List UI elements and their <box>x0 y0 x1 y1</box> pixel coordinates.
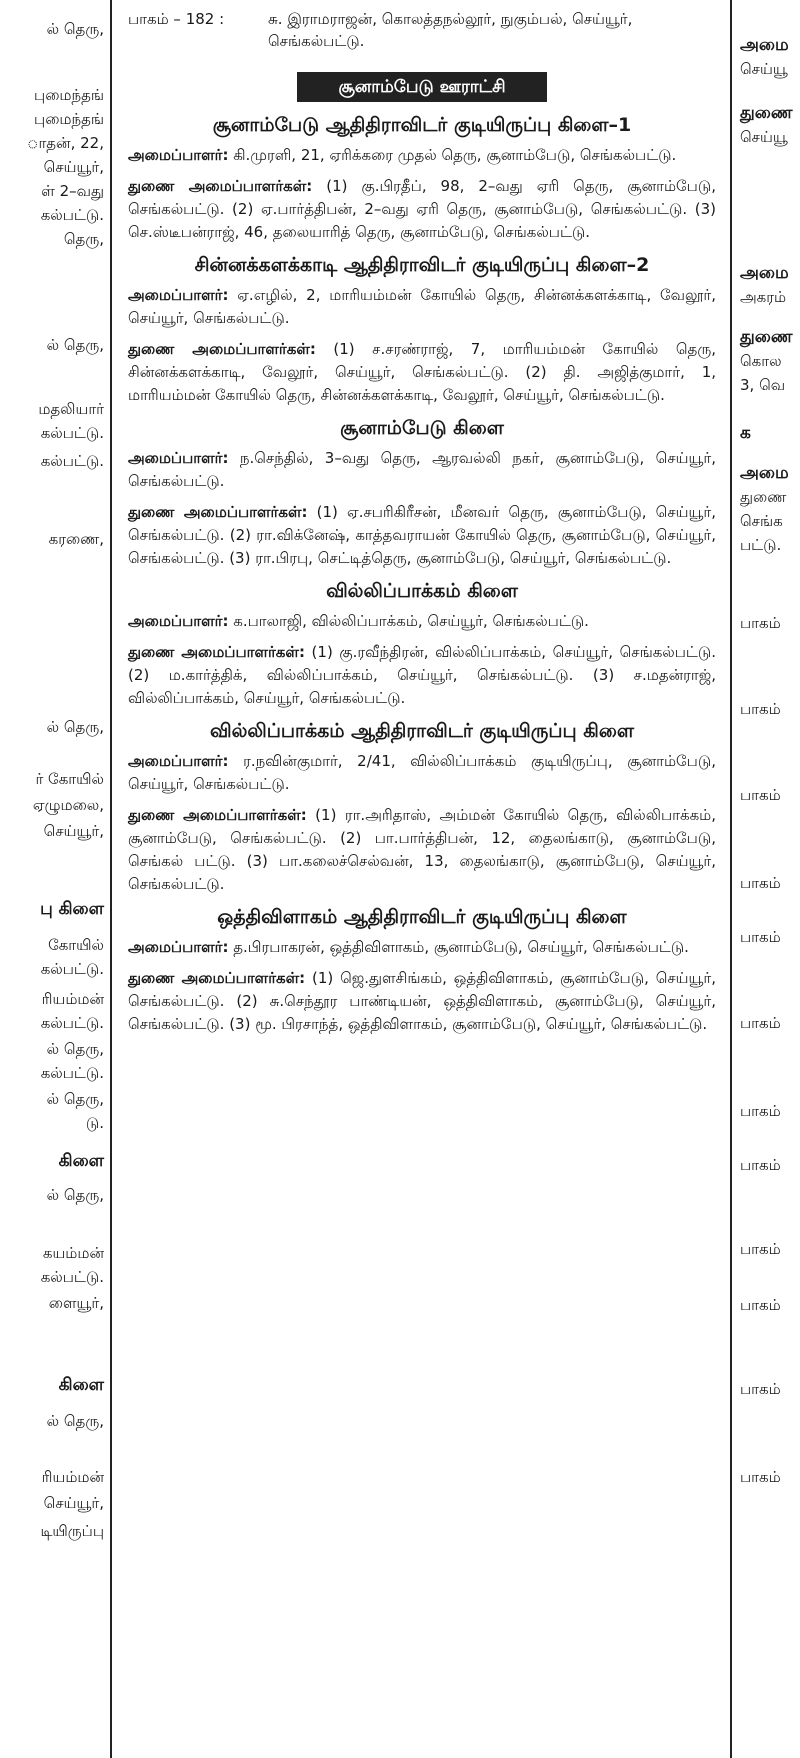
left-fragment-line: கல்பட்டு. <box>40 960 104 978</box>
organizer-paragraph <box>128 144 716 167</box>
left-fragment-line: ளையூர், <box>48 1294 104 1312</box>
organizer-details: த.பிரபாகரன், ஒத்திவிளாகம், சூனாம்பேடு, செய்யூர், செங்கல்பட்டு. <box>228 938 689 956</box>
left-fragment-line: ள் 2–வது <box>41 182 104 200</box>
right-fragment-line: பாகம் <box>740 1240 781 1258</box>
left-fragment-line: ர் கோயில் <box>35 770 104 788</box>
organizer-paragraph <box>128 447 716 493</box>
deputies-paragraph <box>128 804 716 896</box>
left-fragment-line: தெரு, <box>63 230 104 248</box>
right-fragment-line: பாகம் <box>740 1296 781 1314</box>
pagam-label: பாகம் – 182 : <box>128 10 225 28</box>
right-fragment-line: செய்யூ <box>740 60 788 78</box>
left-fragment-line: புமைந்தங் <box>34 110 104 128</box>
left-fragment-line: கயம்மன் <box>42 1244 104 1262</box>
right-fragment-line: அமை <box>740 35 789 55</box>
left-fragment-line: கோயில் <box>48 936 104 954</box>
branch-section <box>128 112 716 244</box>
left-fragment-line: ஏழுமலை, <box>32 796 104 814</box>
right-fragment-line: பாகம் <box>740 874 781 892</box>
organizer-details: ஏ.எழில், 2, மாரியம்மன் கோயில் தெரு, சின்னக்களக்காடி, வேலூர், செய்யூர், செங்கல்பட்டு. <box>128 286 716 327</box>
branch-sections <box>128 112 716 1036</box>
left-fragment-line: செய்யூர், <box>43 1494 104 1512</box>
right-fragment-line: பாகம் <box>740 1380 781 1398</box>
deputies-details: (1) ரா.அரிதாஸ், அம்மன் கோயில் தெரு, வில்லிபாக்கம், சூனாம்பேடு, செங்கல்பட்டு. (2) பா.பார்த்திபன், 12, தைலங்காடு, சூனாம்பேடு, செங்கல் பட்டு. (3) பா.கலைச்செல்வன், 13, தைலங்காடு, சூனாம்பேடு, செய்யூர், செங்கல்பட்டு. <box>128 806 717 893</box>
organizer-label: அமைப்பாளர்: <box>128 286 229 304</box>
left-fragment-line: ல் தெரு, <box>46 718 104 736</box>
deputies-label: துணை அமைப்பாளர்கள்: <box>128 503 308 521</box>
right-fragment-line: பாகம் <box>740 1468 781 1486</box>
organizer-paragraph <box>128 936 716 959</box>
branch-title: ஒத்திவிளாகம் ஆதிதிராவிடர் குடியிருப்பு கிளை <box>217 906 627 928</box>
organizer-paragraph <box>128 610 716 633</box>
branch-section <box>128 252 716 407</box>
organizer-label: அமைப்பாளர்: <box>128 938 229 956</box>
left-fragment-line: பு கிளை <box>40 899 104 919</box>
left-fragment-line: ல் தெரு, <box>46 336 104 354</box>
organizer-details: கி.முரளி, 21, ஏரிக்கரை முதல் தெரு, சூனாம்பேடு, செங்கல்பட்டு. <box>228 146 677 164</box>
left-fragment-line: டு. <box>85 1114 104 1132</box>
left-fragment-line: கல்பட்டு. <box>40 206 104 224</box>
right-fragment-line: அகரம் <box>740 288 787 306</box>
right-fragment-line: துணை <box>740 488 787 506</box>
organizer-paragraph <box>128 750 716 796</box>
right-fragment-line: 3, வெ <box>740 376 786 394</box>
organizer-label: அமைப்பாளர்: <box>128 449 229 467</box>
right-column-fragment <box>730 0 800 1758</box>
right-fragment-line: கொல <box>740 352 782 370</box>
left-fragment-line: ல் தெரு, <box>46 1040 104 1058</box>
right-fragment-line: துணை <box>740 103 793 123</box>
branch-section <box>128 415 716 570</box>
pagam-entry <box>128 8 716 52</box>
left-fragment-line: கரணை, <box>48 530 104 548</box>
right-fragment-line: அமை <box>740 463 789 483</box>
right-fragment-line: பாகம் <box>740 1102 781 1120</box>
right-fragment-line: பட்டு. <box>740 536 782 554</box>
deputies-paragraph <box>128 967 716 1036</box>
right-fragment-line: செய்யூ <box>740 128 788 146</box>
deputies-label: துணை அமைப்பாளர்கள்: <box>128 806 307 824</box>
left-fragment-line: கல்பட்டு. <box>40 1064 104 1082</box>
left-fragment-line: செய்யூர், <box>43 158 104 176</box>
right-fragment-line: பாகம் <box>740 700 781 718</box>
deputies-details: (1) கு.பிரதீப், 98, 2–வது ஏரி தெரு, சூனாம்பேடு, செங்கல்பட்டு. (2) ஏ.பார்த்திபன், 2–வது ஏரி தெரு, சூனாம்பேடு, செங்கல்பட்டு. (3) செ.ஸ்டீபன்ராஜ், 46, தலையாரித் தெரு, சூனாம்பேடு, செங்கல்பட்டு. <box>128 177 716 241</box>
organizer-details: க.பாலாஜி, வில்லிப்பாக்கம், செய்யூர், செங்கல்பட்டு. <box>228 612 589 630</box>
deputies-label: துணை அமைப்பாளர்கள்: <box>128 643 305 661</box>
branch-title: வில்லிப்பாக்கம் கிளை <box>326 580 518 602</box>
right-fragment-line: க <box>740 423 751 443</box>
left-fragment-line: புமைந்தங் <box>34 86 104 104</box>
left-fragment-line: மதலியார் <box>38 400 104 418</box>
branch-title: சூனாம்பேடு ஆதிதிராவிடர் குடியிருப்பு கிளை–1 <box>212 114 632 136</box>
main-column <box>114 0 730 1758</box>
right-fragment-line: பாகம் <box>740 786 781 804</box>
deputies-details: (1) ஏ.சபரிகிரீசன், மீனவர் தெரு, சூனாம்பேடு, செய்யூர், செங்கல்பட்டு. (2) ரா.விக்னேஷ், காத்தவராயன் கோயில் தெரு, சூனாம்பேடு, செய்யூர், செங்கல்பட்டு. (3) ரா.பிரபு, செட்டித்தெரு, சூனாம்பேடு, செய்யூர், செங்கல்பட்டு. <box>128 503 717 567</box>
branch-section <box>128 718 716 896</box>
pagam-text: சு. இராமராஜன், கொலத்தநல்லூர், நுகும்பல், செய்யூர், செங்கல்பட்டு. <box>268 10 633 50</box>
right-fragment-line: பாகம் <box>740 1014 781 1032</box>
deputies-paragraph <box>128 501 716 570</box>
left-fragment-line: ல் தெரு, <box>46 20 104 38</box>
branch-title: வில்லிப்பாக்கம் ஆதிதிராவிடர் குடியிருப்பு கிளை <box>210 720 634 742</box>
left-fragment-line: ல் தெரு, <box>46 1090 104 1108</box>
organizer-label: அமைப்பாளர்: <box>128 612 229 630</box>
left-fragment-line: கல்பட்டு. <box>40 1014 104 1032</box>
deputies-label: துணை அமைப்பாளர்கள்: <box>128 177 313 195</box>
deputies-paragraph <box>128 175 716 244</box>
organizer-details: ந.செந்தில், 3–வது தெரு, ஆரவல்லி நகர், சூனாம்பேடு, செய்யூர், செங்கல்பட்டு. <box>128 449 716 490</box>
deputies-paragraph <box>128 338 716 407</box>
right-fragment-line: பாகம் <box>740 614 781 632</box>
branch-section <box>128 904 716 1036</box>
organizer-paragraph <box>128 284 716 330</box>
left-fragment-line: ரியம்மன் <box>41 990 104 1008</box>
deputies-details: (1) கு.ரவீந்திரன், வில்லிப்பாக்கம், செய்யூர், செங்கல்பட்டு. (2) ம.கார்த்திக், வில்லிப்பாக்கம், செய்யூர், செங்கல்பட்டு. (3) ச.மதன்ராஜ், வில்லிப்பாக்கம், செய்யூர், செங்கல்பட்டு. <box>128 643 717 707</box>
left-fragment-line: செய்யூர், <box>43 822 104 840</box>
organizer-label: அமைப்பாளர்: <box>128 146 229 164</box>
deputies-label: துணை அமைப்பாளர்கள்: <box>128 969 306 987</box>
right-fragment-line: பாகம் <box>740 1156 781 1174</box>
left-column-fragment <box>0 0 112 1758</box>
left-fragment-line: கல்பட்டு. <box>40 452 104 470</box>
organizer-label: அமைப்பாளர்: <box>128 752 229 770</box>
left-fragment-line: கல்பட்டு. <box>40 424 104 442</box>
left-fragment-line: கல்பட்டு. <box>40 1268 104 1286</box>
deputies-details: (1) ச.சரண்ராஜ், 7, மாரியம்மன் கோயில் தெரு, சின்னக்களக்காடி, வேலூர், செய்யூர், செங்கல்பட்டு. (2) தி. அஜித்குமார், 1, மாரியம்மன் கோயில் தெரு, சின்னக்களக்காடி, வேலூர், செய்யூர், செங்கல்பட்டு. <box>128 340 716 404</box>
left-fragment-line: கிளை <box>58 1151 104 1171</box>
deputies-label: துணை அமைப்பாளர்கள்: <box>128 340 316 358</box>
left-fragment-line: ாதன், 22, <box>27 134 104 152</box>
left-fragment-line: ரியம்மன் <box>41 1468 104 1486</box>
right-fragment-line: பாகம் <box>740 928 781 946</box>
deputies-details: (1) ஜெ.துளசிங்கம், ஒத்திவிளாகம், சூனாம்பேடு, செய்யூர், செங்கல்பட்டு. (2) சு.செந்தூர பாண்டியன், ஒத்திவிளாகம், சூனாம்பேடு, செய்யூர், செங்கல்பட்டு. (3) மூ. பிரசாந்த், ஒத்திவிளாகம், சூனாம்பேடு, செய்யூர், செங்கல்பட்டு. <box>128 969 717 1033</box>
deputies-paragraph <box>128 641 716 710</box>
right-fragment-line: அமை <box>740 263 789 283</box>
left-fragment-line: டியிருப்பு <box>40 1522 104 1540</box>
branch-section <box>128 578 716 710</box>
panchayat-banner: சூனாம்பேடு ஊராட்சி <box>297 72 547 102</box>
left-fragment-line: ல் தெரு, <box>46 1186 104 1204</box>
branch-title: சூனாம்பேடு கிளை <box>340 417 504 439</box>
branch-title: சின்னக்களக்காடி ஆதிதிராவிடர் குடியிருப்பு கிளை–2 <box>194 254 650 276</box>
right-fragment-line: துணை <box>740 327 793 347</box>
left-fragment-line: ல் தெரு, <box>46 1412 104 1430</box>
left-fragment-line: கிளை <box>58 1375 104 1395</box>
organizer-details: ர.நவின்குமார், 2/41, வில்லிப்பாக்கம் குடியிருப்பு, சூனாம்பேடு, செய்யூர், செங்கல்பட்டு. <box>128 752 716 793</box>
right-fragment-line: செங்க <box>740 512 783 530</box>
